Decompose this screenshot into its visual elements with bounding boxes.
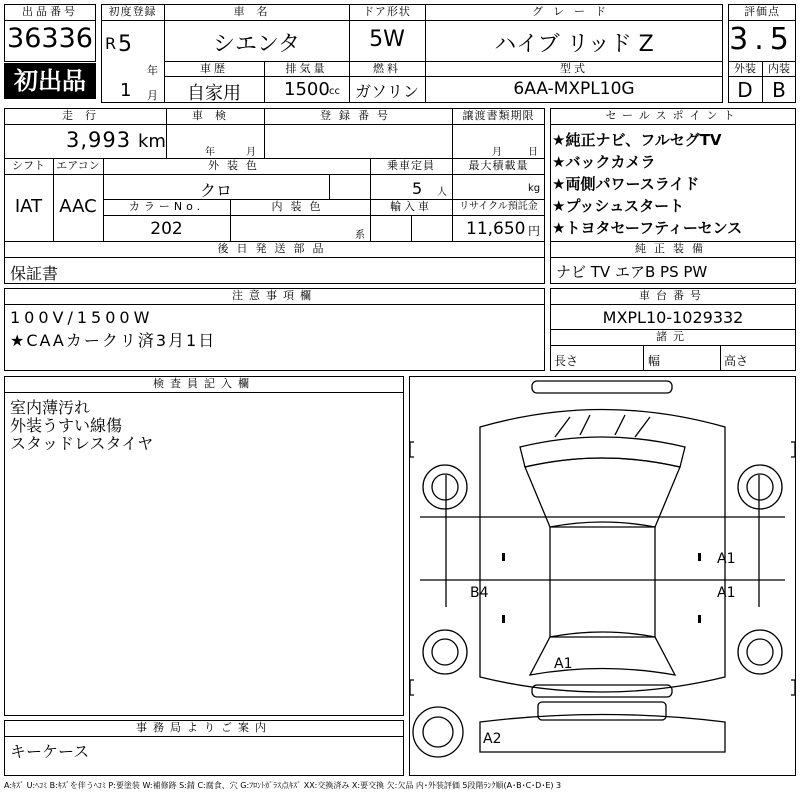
door: 5W <box>369 27 405 52</box>
transfer-month-unit: 月 <box>492 147 502 158</box>
recycle: 11,650 <box>466 219 526 239</box>
shift: IAT <box>14 196 43 217</box>
chassis-number: MXPL10-1029332 <box>602 308 744 327</box>
lot-number: 36336 <box>7 23 93 54</box>
first-listing-badge: 初出品 <box>4 63 96 99</box>
fuel-label: 燃料 <box>373 62 401 75</box>
era: R <box>105 34 117 53</box>
max-load-unit: kg <box>528 183 541 194</box>
inspector-line-1: 室内薄汚れ <box>10 398 91 417</box>
width-label: 幅 <box>648 354 661 368</box>
later-parts-value: 保証書 <box>10 264 59 283</box>
month: 1 <box>120 80 132 101</box>
score-label: 評価点 <box>744 5 780 18</box>
selling-point-5: ★トヨタセーフティーセンス <box>552 219 743 237</box>
inspection-label: 車検 <box>192 109 238 122</box>
damage-mark-rear-gate: A1 <box>554 656 573 672</box>
model: 6AA-MXPL10G <box>513 79 635 99</box>
door-label: ドア形状 <box>363 5 411 18</box>
length-label: 長さ <box>554 354 579 368</box>
interior-color-unit: 系 <box>355 230 365 241</box>
exterior-color: クロ <box>199 181 232 200</box>
damage-mark-left-rear-door: B4 <box>470 585 489 601</box>
notes-label: 注意事項欄 <box>232 289 317 302</box>
interior-grade-label: 内装 <box>768 62 790 75</box>
notes-line-2: ★CAAカークリ済3月1日 <box>10 331 217 350</box>
car-name-label: 車名 <box>233 5 280 18</box>
damage-legend: A:ｷｽﾞ U:ﾍｺﾐ B:ｷｽﾞを伴うﾍｺﾐ P:要塗装 W:補修跡 S:錆 C:腐食、穴 G:ﾌﾛﾝﾄｶﾞﾗｽ点ｷｽﾞ XX:交換済み X:要交換 欠:欠品 内･外装評価 5段階ﾗﾝｸ順(A･B･C･D･E) 3 <box>4 781 562 790</box>
selling-point-1: ★純正ナビ、フルセグTV <box>552 131 722 149</box>
grade: ハイブ リッド Z <box>494 32 654 57</box>
capacity: 5 <box>412 179 423 198</box>
inspector-line-2: 外装うすい線傷 <box>10 416 123 435</box>
model-label: 型式 <box>560 62 588 75</box>
office-value: キーケース <box>10 742 90 761</box>
car-name: シエンタ <box>212 32 301 57</box>
history: 自家用 <box>187 83 241 104</box>
import-label: 輸入車 <box>390 200 432 213</box>
exterior-grade-label: 外装 <box>734 62 756 75</box>
mileage-label: 走行 <box>62 109 108 122</box>
reg-number-label: 登録番号 <box>320 109 396 122</box>
dimensions-label: 諸元 <box>656 330 690 343</box>
score: 3.5 <box>729 22 795 57</box>
first-registration-label: 初度登録 <box>108 5 157 18</box>
transfer-day-unit: 日 <box>528 147 538 158</box>
inspector-label: 検査員記入欄 <box>153 377 255 390</box>
chassis-label: 車台番号 <box>639 289 707 302</box>
recycle-label: リサイクル預託金 <box>459 201 538 212</box>
damage-mark-rear-bumper: A2 <box>483 731 502 747</box>
exterior-color-label: 外装色 <box>208 159 265 172</box>
selling-point-4: ★プッシュスタート <box>552 197 685 215</box>
height-label: 高さ <box>724 354 749 368</box>
mileage: 3,993 <box>66 128 132 152</box>
inspection-month-unit: 月 <box>246 147 256 158</box>
year-unit: 年 <box>147 64 158 77</box>
month-unit: 月 <box>147 89 158 102</box>
car-diagram <box>410 377 795 775</box>
mileage-unit: km <box>138 131 166 152</box>
office-label: 事務局よりご案内 <box>136 721 272 734</box>
shift-label: シフト <box>12 159 45 172</box>
inspection-year-unit: 年 <box>205 147 215 158</box>
transfer-label: 譲渡書類期限 <box>462 109 535 122</box>
color-no-label: カラーNo. <box>128 200 205 213</box>
interior-color-label: 内装色 <box>271 200 329 213</box>
fuel: ガソリン <box>354 82 419 101</box>
damage-mark-right-rear-door: A1 <box>717 585 736 601</box>
selling-point-2: ★バックカメラ <box>552 153 656 171</box>
selling-points-label: セールスポイント <box>605 109 741 122</box>
exterior-grade: D <box>737 78 753 102</box>
later-parts-label: 後日発送部品 <box>217 242 332 255</box>
lot-number-label: 出品番号 <box>22 5 78 18</box>
displacement-label: 排気量 <box>285 62 328 75</box>
color-no: 202 <box>150 219 183 239</box>
ac-label: エアコン <box>56 159 100 172</box>
grade-label: グレード <box>532 5 616 18</box>
capacity-label: 乗車定員 <box>387 159 435 172</box>
capacity-unit: 人 <box>437 187 447 198</box>
genuine-equipment-label: 純正装備 <box>635 242 711 255</box>
max-load-label: 最大積載量 <box>468 159 529 172</box>
recycle-unit: 円 <box>528 224 541 238</box>
notes-line-1: 100V/1500W <box>10 308 154 327</box>
damage-mark-right-front-door: A1 <box>717 551 736 567</box>
genuine-equipment-value: ナビ TV エアB PS PW <box>556 263 708 281</box>
displacement-unit: cc <box>329 86 340 97</box>
selling-point-3: ★両側パワースライド <box>552 175 700 193</box>
interior-grade: B <box>772 78 786 102</box>
displacement: 1500 <box>284 79 330 100</box>
ac: AAC <box>59 196 97 217</box>
inspector-line-3: スタッドレスタイヤ <box>10 434 154 453</box>
history-label: 車歴 <box>200 62 228 75</box>
year: 5 <box>118 32 132 57</box>
